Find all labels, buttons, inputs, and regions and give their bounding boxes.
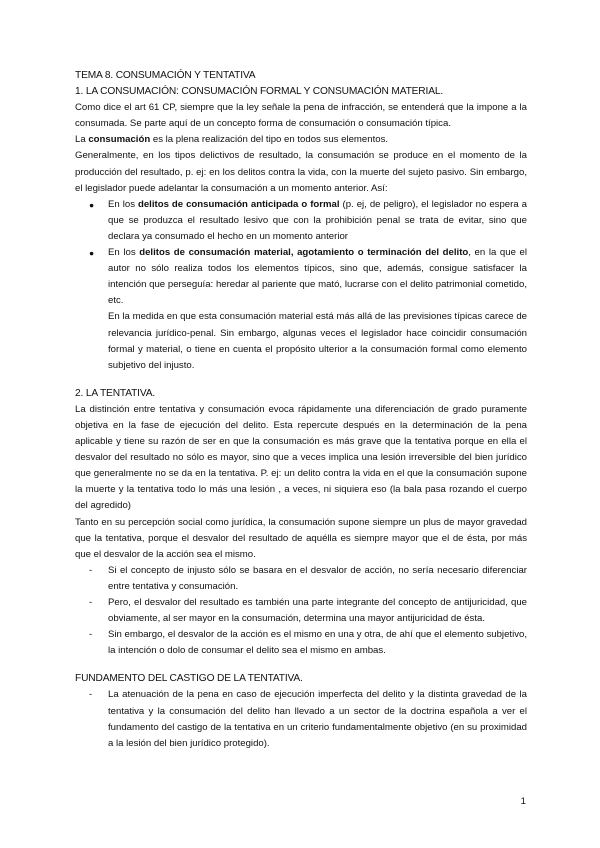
list-item: - Pero, el desvalor del resultado es también una parte integrante del concepto de antijuricidad, que obviamente, al ser mayor en la consumación, determina una mayor antijuricidad de ésta. <box>75 595 527 627</box>
paragraph: En la medida en que esta consumación material está más allá de las previsiones típicas carece de relevancia jurídico-penal. Sin embargo, algunas veces el legislador hace coincidir consumación formal y material, o tiene en cuenta el propósito ulterior a la consumación formal como elemento subjetivo del injusto. <box>108 311 527 371</box>
paragraph: Tanto en su percepción social como jurídica, la consumación supone siempre un plus de mayor gravedad que la tentativa, porque el desvalor del resultado de aquélla es siempre mayor que el de ésta, por más que el desvalor de la acción sea el mismo. <box>75 516 527 560</box>
list-item: - Si el concepto de injusto sólo se basara en el desvalor de acción, no sería necesario diferenciar entre tentativa y consumación. <box>75 563 527 595</box>
page-title: TEMA 8. CONSUMACIÓN Y TENTATIVA <box>75 70 256 81</box>
page-number: 1 <box>520 796 526 807</box>
bullet-list <box>75 197 527 310</box>
list-item: ● En los delitos de consumación material, agotamiento o terminación del delito, en la que el autor no sólo realiza todos los elementos típicos, sino que, además, consigue satisfacer la intención que perseguía: heredar al pariente que mató, lucrarse con el delito patrimonial cometido, etc. <box>75 245 527 309</box>
dash-list <box>75 563 527 660</box>
list-item: ● En los delitos de consumación anticipada o formal (p. ej, de peligro), el legislador no espera a que se produzca el resultado lesivo que con la prohibición penal se trata de evitar, sino que declara ya consumado el hecho en un momento anterior <box>75 197 527 245</box>
paragraph: Generalmente, en los tipos delictivos de resultado, la consumación se produce en el momento de la producción del resultado, p. ej: en los delitos contra la vida, con la muerte del sujeto pasivo. Sin embargo, el legislador puede adelantar la consumación a un momento anterior. Así: <box>75 150 527 194</box>
paragraph: La consumación es la plena realización del tipo en todos sus elementos. <box>75 134 389 146</box>
paragraph: Como dice el art 61 CP, siempre que la ley señale la pena de infracción, se entenderá que la impone a la consumada. Se parte aquí de un concepto forma de consumación o consumación típica. <box>75 102 527 130</box>
dash-list <box>75 687 527 751</box>
list-item: - La atenuación de la pena en caso de ejecución imperfecta del delito y la distinta gravedad de la tentativa y la consumación del delito han llevado a un sector de la doctrina española a ver el fundamento del castigo de la tentativa en un criterio fundamentalmente objetivo (en su proximidad a la lesión del bien jurídico protegido). <box>75 687 527 751</box>
section-3-heading: FUNDAMENTO DEL CASTIGO DE LA TENTATIVA. <box>75 673 303 685</box>
list-item: - Sin embargo, el desvalor de la acción es el mismo en una y otra, de ahí que el elemento subjetivo, la intención o dolo de consumar el delito sea el mismo en ambas. <box>75 627 527 659</box>
section-1-heading: 1. LA CONSUMACIÓN: CONSUMACIÓN FORMAL Y CONSUMACIÓN MATERIAL. <box>75 86 444 98</box>
paragraph: La distinción entre tentativa y consumación evoca rápidamente una diferenciación de grado puramente objetiva en la fase de ejecución del delito. Esta repercute después en la determinación de la pena aplicable y tiene su razón de ser en que la consumación es más grave que la tentativa porque en ella el desvalor del resultado no sólo es mayor, sino que a veces implica una lesión irreversible del bien jurídico que generalmente no se da en la tentativa. P. ej: un delito contra la vida en el que la consumación supone la muerte y la tentativa todo lo más una lesión , a veces, ni siquiera eso (la bala pasa rozando el cuerpo del agredido) <box>75 403 527 512</box>
section-2-heading: 2. LA TENTATIVA. <box>75 387 156 399</box>
document-body <box>75 68 527 752</box>
